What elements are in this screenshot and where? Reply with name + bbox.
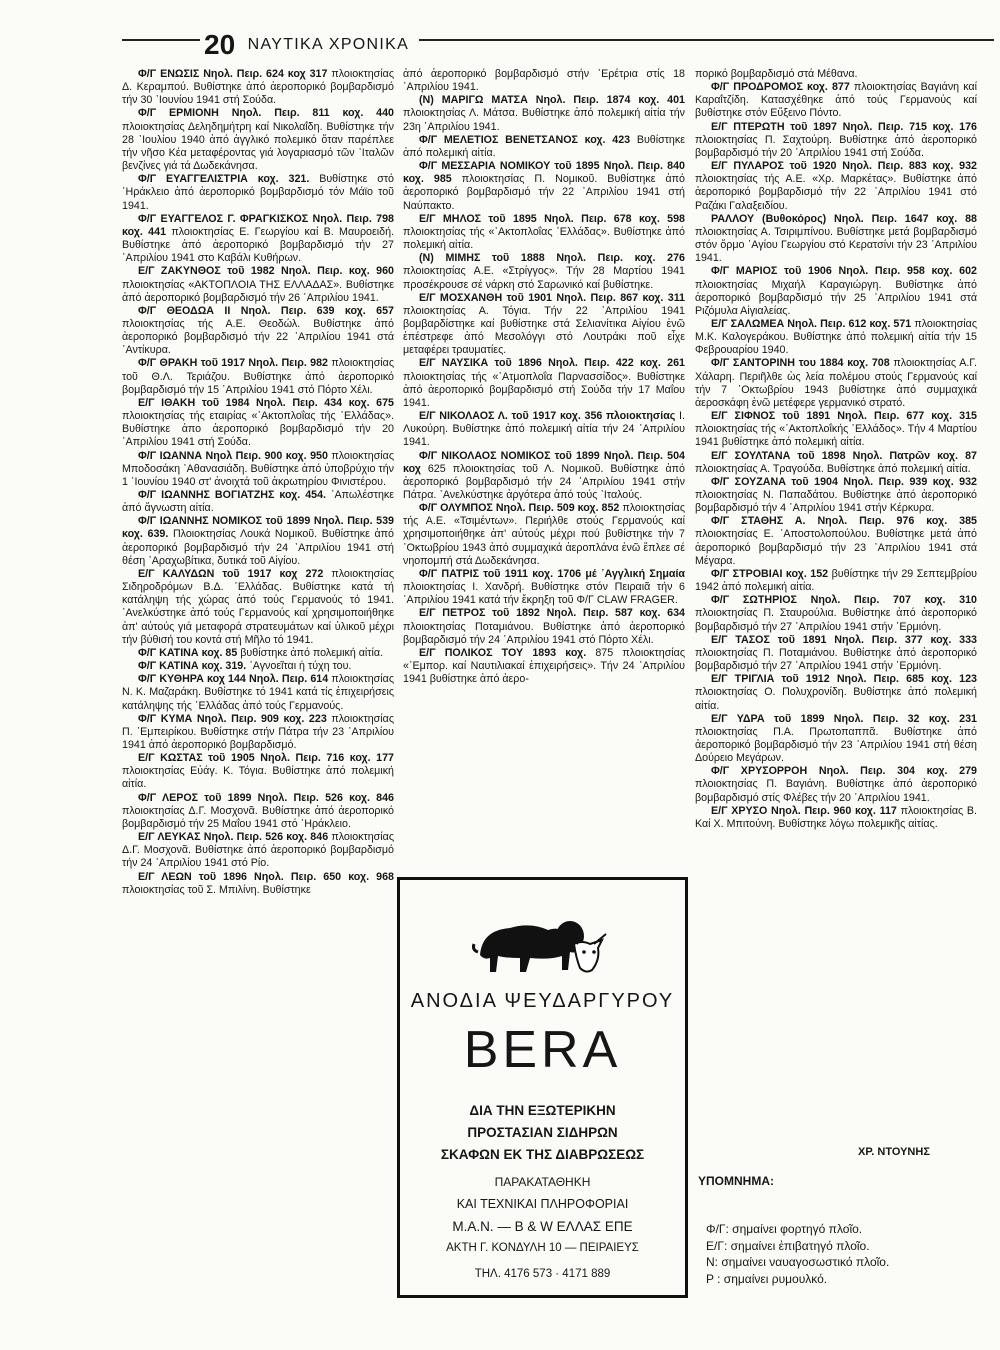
ship-description: ᾿Απωλέστηκε ἀπό ἄγνωστη αἰτία.: [122, 489, 395, 515]
ship-entry: [695, 765, 977, 804]
ship-name: Φ/Γ ΚΑΤΙΝΑ κοχ. 319.: [138, 660, 247, 673]
ship-description: πλοιοκτησίας Α. Τραγούδα. Βυθίστηκε ἀπό πολεμική αἰτία.: [695, 462, 971, 475]
ship-entry: [695, 568, 977, 594]
ship-entry: [122, 792, 394, 831]
ship-entry: [403, 252, 685, 291]
column-2: [403, 68, 685, 686]
ship-entry: [122, 647, 394, 660]
legend-item: Φ/Γ: σημαίνει φορτηγό πλοῖο.: [706, 1222, 863, 1236]
ship-description: Ι. Λυκούρη. Βυθίστηκε ἀπό πολεμική αἰτία τήν 24 ᾿Απριλίου 1941.: [403, 410, 685, 449]
ship-name: Ε/Γ ΝΙΚΟΛΑΟΣ Λ. τοῦ 1917 κοχ. 356 πλοιοκτησίας: [419, 410, 676, 423]
ship-name: Ε/Γ ΠΕΤΡΟΣ τοῦ 1892 Νηολ. Πειρ. 587 κοχ. 634: [419, 607, 685, 620]
ship-description: πλοιοκτησίας «ΑΚΤΟΠΛΟΙΑ ΤΗΣ ΕΛΛΑΔΑΣ». Βυθίστηκε ἀπό ἀεροπορικό βομβαρδισμό τήν 26 ᾿Απριλίου 1941.: [122, 278, 394, 304]
legend-title: ΥΠΟΜΝΗΜΑ:: [698, 1174, 774, 1188]
ship-entry: [403, 607, 685, 646]
ship-description: πλοιοκτησίας Βαγιάνη καί Καραΐτζίδη. Κατασχέθηκε ἀπό τούς Γερμανούς καί βυθίστηκε στόν Εὔξεινο Πόντο.: [695, 81, 977, 120]
ship-description: πλοιοκτησίας Εὐάγ. Κ. Τόγια. Βυθίστηκε ἀπό πολεμική αἰτία.: [122, 765, 394, 791]
ship-entry: [122, 450, 394, 489]
ship-entry: [695, 476, 977, 515]
ship-description: πλοιοκτησίας Δ. Κεραμπού. Βυθίστηκε ἀπό ἀεροπορικό βομβαρδισμό τήν 30 ᾿Ιουνίου 1941 στή Σούδα.: [122, 68, 394, 107]
ship-entry: [122, 305, 394, 358]
ship-description: πλοιοκτησίας Α.Ε. «Στρίγγος». Τήν 28 Μαρτίου 1941 προσέκρουσε σέ νάρκη στό Σαρωνικό καί βυθίστηκε.: [403, 265, 685, 291]
ship-description: πλοιοκτησίας Λ. Μάτσα. Βυθίστηκε ἀπό πολεμική αἰτία τήν 23η ᾿Απριλίου 1941.: [403, 107, 685, 133]
ship-name: Ε/Γ ΜΟΣΧΑΝΘΗ τοῦ 1901 Νηολ. Πειρ. 867 κοχ. 311: [419, 291, 685, 304]
ship-entry: [122, 107, 394, 173]
ship-entry: [695, 265, 977, 318]
legend-item: Ε/Γ: σημαίνει ἐπιβατηγό πλοῖο.: [706, 1238, 870, 1253]
ship-entry: [695, 318, 977, 357]
ship-name: Ε/Γ ΠΤΕΡΩΤΗ τοῦ 1897 Νηολ. Πειρ. 715 κοχ. 176: [711, 120, 977, 133]
ship-name: Φ/Γ ΣΤΑΘΗΣ Α. Νηολ. Πειρ. 976 κοχ. 385: [711, 515, 977, 528]
ship-description: πλοιοκτησίας Π. Σταυρούλια. Βυθίστηκε ἀπό ἀεροπορικό βομβαρδισμό τήν 27 ᾿Απριλίου 1941 στήν ᾿Ερμιόνη.: [695, 607, 977, 633]
ad-address: ΑΚΤΗ Γ. ΚΟΝΔΥΛΗ 10 — ΠΕΙΡΑΙΕΥΣ: [446, 1242, 639, 1254]
bera-advertisement: [397, 877, 688, 1298]
ship-entry: [122, 660, 394, 673]
ship-entry: [695, 410, 977, 449]
ship-entry: [403, 502, 685, 568]
ship-entry: [122, 713, 394, 752]
ship-name: Ε/Γ ΛΕΥΚΑΣ Νηολ. Πειρ. 526 κοχ. 846: [138, 831, 329, 844]
ship-name: Φ/Γ ΣΑΝΤΟΡΙΝΗ του 1884 κοχ. 708: [711, 357, 890, 370]
ship-description: πλοιοκτησίας Π. Ποταμιάνου. Βυθίστηκε ἀπό ἀεροπορικό βομβαρδισμό τήν 27 ᾿Απριλίου 1941 στήν ᾿Ερμιόνη.: [695, 646, 977, 673]
author-signature: ΧΡ. ΝΤΟΥΝΗΣ: [858, 1146, 930, 1158]
ship-description: πλοιοκτησίας Δ.Γ. Μοσχονᾶ. Βυθίστηκε ἀπό ἀεροπορικό βομβαρδισμό τήν 25 Μαΐου 1941 στό ῾Ηράκλειο.: [122, 804, 394, 830]
ship-description: πλοιοκτησίας τής Α.Ε. «Χρ. Μαρκέτας». Βυθίστηκε ἀπό ἀεροπορικό βομβαρδισμό τήν 22 ᾿Απριλίου 1941 στό Ραζάκι Γαλαξειδίου.: [695, 173, 977, 212]
ship-name: Ε/Γ ΤΑΣΟΣ τοῦ 1891 Νηολ. Πειρ. 377 κοχ. 333: [711, 633, 977, 646]
ad-info: ΚΑΙ ΤΕΧΝΙΚΑΙ ΠΛΗΡΟΦΟΡΙΑΙ: [456, 1197, 629, 1211]
column-3: [695, 68, 977, 831]
ship-name: Φ/Γ ΣΤΡΟΒΙΑΙ κοχ. 152: [711, 567, 829, 580]
ship-entry: [695, 450, 977, 476]
ad-tagline: ΑΝΟΔΙΑ ΨΕΥΔΑΡΓΥΡΟΥ: [410, 990, 675, 1012]
page-number: 20: [204, 29, 236, 60]
ship-entry: [403, 68, 685, 94]
lion-bull-logo-icon: [470, 900, 620, 985]
ship-entry: [122, 173, 394, 212]
ship-name: Ε/Γ ΛΕΩΝ τοῦ 1896 Νηολ. Πειρ. 650 κοχ. 968: [138, 870, 394, 883]
ad-brand: BERA: [463, 1021, 622, 1079]
ship-entry: [695, 805, 977, 831]
ship-description: πλοιοκτησίας Π. ᾿Εμπειρίκου. Βυθίστηκε στήν Πάτρα τήν 23 ᾿Απριλίου 1941 ἀπό ἀεροπορικό βομβαρδισμό.: [122, 712, 394, 751]
ship-entry: [122, 68, 394, 107]
ship-description: βυθίστηκε ἀπό πολεμική αἰτία.: [237, 646, 384, 659]
ship-description: πλοιοκτησίας τοῦ Σ. Μπιλίνη. Βυθίστηκε: [122, 883, 311, 896]
ship-description: ἀπό ἀεροπορικό βομβαρδισμό στήν ᾿Ερέτρια στίς 18 ᾿Απριλίου 1941.: [403, 68, 685, 94]
ship-entry: [403, 647, 685, 686]
ship-name: ΡΑΛΛΟΥ (Βυθοκόρος) Νηολ. Πειρ. 1647 κοχ. 88: [711, 212, 977, 225]
ship-description: πορικό βομβαρδισμό στά Μέθανα.: [695, 68, 858, 80]
ship-description: πλοιοκτησίας Π.Α. Πρωτοπαππᾶ. Βυθίστηκε ἀπό ἀεροπορικό βομβαρδισμό τήν 23 ᾿Απριλίου 1941 στή θέση Δούρειο Μεγάρων.: [695, 725, 977, 765]
ship-name: Φ/Γ ΚΥΘΗΡΑ κοχ 144 Νηολ. Πειρ. 614: [138, 673, 329, 686]
ship-entry: [403, 568, 685, 607]
ship-entry: [695, 673, 977, 712]
ship-name: Φ/Γ ΜΕΛΕΤΙΟΣ ΒΕΝΕΤΣΑΝΟΣ κοχ. 423: [419, 133, 631, 146]
ship-description: πλοιοκτησίας Δεληδημήτρη καί Νικολαΐδη. Βυθίστηκε τήν 28 ᾿Ιουλίου 1940 ἀπό ἀγγλικό πολεμικό ὅταν παρέπλεε τήν νῆσο Κέα μεταφέροντας γιά λογαριασμό τῶν ᾿Ιταλῶν βενζίνες γιά τά Δωδεκάνησα.: [122, 120, 394, 173]
ship-description: πλοιοκτησίας Α. Τσιριμπίνου. Βυθίστηκε μετά βομβαρδισμό στόν ὅρμο ᾿Αγίου Γεωργίου στό Κερατσίνι τήν 23 ᾿Απριλίου 1941.: [695, 225, 977, 265]
ship-entry: [695, 68, 977, 81]
ship-description: πλοιοκτησίας Μποδοσάκη ᾿Αθανασιάδη. Βυθίστηκε ἀπό ὑποβρύχιο τήν 1 ᾿Ιουνίου 1940 στ' ἀνοιχτά τοῦ ἀκρωτηρίου Φινιστέρου.: [122, 449, 394, 488]
legend-item: Ν: σημαίνει ναυαγοσωστικό πλοῖο.: [706, 1255, 890, 1269]
publication-title: ΝΑΥΤΙΚΑ ΧΡΟΝΙΚΑ: [247, 36, 410, 53]
ship-description: πλοιοκτησίας Α. Τόγια. Τήν 22 ᾿Απριλίου 1941 βομβαρδίστηκε καί βυθίστηκε στά Σελιανίτικα Αἰγίου ἐνῶ ἐπέστρεφε ἀπό Μεσολόγγι στό Λουτράκι ποῦ εἶχε μεταφέρει τραυματίες.: [403, 304, 685, 357]
ship-description: 625 πλοιοκτησίας τοῦ Λ. Νομικοῦ. Βυθίστηκε ἀπό ἀεροπορικό βομβαρδισμό τήν 24 ᾿Απριλίου 1941 στήν Πάτρα. ᾿Ανελκύστηκε ἀργότερα ἀπό τούς ᾿Ιταλούς.: [403, 462, 685, 501]
ship-entry: [695, 160, 977, 213]
ship-description: Βυθίστηκε ἀπό πολεμική αἰτία.: [403, 133, 685, 159]
ship-entry: [695, 213, 977, 266]
ship-name: Φ/Γ ΕΥΑΓΓΕΛΟΣ Γ. ΦΡΑΓΚΙΣΚΟΣ Νηολ. Πειρ. 798 κοχ. 441: [122, 212, 394, 238]
ship-description: πλοιοκτησίας τής «᾿Ακτοπλοΐκής ῾Ελλάδος». Τήν 4 Μαρτίου 1941 βυθίστηκε ἀπό πολεμική αἰτία.: [695, 423, 977, 449]
ship-description: πλοιοκτησίας Π. Νομικοῦ. Βυθίστηκε ἀπό ἀεροπορικό βομβαρδισμό τήν 22 ᾿Απριλίου 1941 στή Ναύπακτο.: [403, 173, 685, 212]
ship-entry: [122, 515, 394, 568]
ship-entry: [122, 265, 394, 304]
ship-entry: [122, 213, 394, 266]
ship-entry: [122, 752, 394, 791]
ship-description: πλοιοκτησίας Μιχαήλ Καραγιώργη. Βυθίστηκε ἀπό ἀεροπορικό βομβαρδισμό τήν 25 ᾿Απριλίου 1941 στά Ριζόμυλα Αἰγιαλείας.: [695, 278, 977, 317]
ad-line-3: ΣΚΑΦΩΝ ΕΚ ΤΗΣ ΔΙΑΒΡΩΣΕΩΣ: [440, 1147, 645, 1162]
ship-description: πλοιοκτησίας Ο. Πολυχρονίδη. Βυθίστηκε ἀπό πολεμική αἰτία.: [695, 686, 977, 712]
ship-name: Φ/Γ ΜΕΣΣΑΡΙΑ ΝΟΜΙΚΟΥ τοῦ 1895 Νηολ. Πειρ. 840 κοχ. 985: [403, 160, 685, 186]
ship-description: πλοιοκτησίας Ποταμιάνου. Βυθίστηκε ἀπό ἀεροπορικό βομβαρδισμό τήν 24 ᾿Απριλίου 1941 στό Πόρτο Χέλι.: [403, 620, 685, 646]
ship-name: Ε/Γ ΠΟΛΙΚΟΣ ΤΟΥ 1893 κοχ.: [419, 646, 587, 659]
ship-entry: [403, 94, 685, 133]
ship-entry: [695, 594, 977, 633]
ship-description: πλοιοκτησίας Π. Βαγιάνη. Βυθίστηκε ἀπό ἀεροπορικό βομβαρδισμό στίς Φλέβες τήν 20 ᾿Απριλίου 1941.: [695, 778, 977, 804]
ship-description: πλοιοκτησίας Σιδηροδρόμων Β.Δ. ῾Ελλάδας. Βυθίστηκε κατά τή κατάληψη τής χώρας ἀπό τούς Γερμανούς τό 1941. ᾿Ανελκύστηκε ἀπό τούς Γερμανούς καί χρησιμοποιήθηκε ἀπ' αὐτούς γιά μεταφορά στρατευμάτων καί ὑλικοῦ μέχρι τήν βύθισή του κοντά στή Μῆλο τό 1941.: [122, 567, 394, 646]
ship-name: Ε/Γ ΧΡΥΣΟ Νηολ. Πειρ. 960 κοχ. 117: [711, 804, 897, 817]
ship-description: πλοιοκτησίας τής «᾿Ακτοπλοΐας ῾Ελλάδας». Βυθίστηκε ἀπό πολεμική αἰτία.: [403, 225, 685, 252]
ship-name: Ε/Γ ΖΑΚΥΝΘΟΣ τοῦ 1982 Νηολ. Πειρ. κοχ. 960: [138, 265, 394, 278]
ship-name: Φ/Γ ΠΡΟΔΡΟΜΟΣ κοχ. 877: [711, 81, 850, 94]
ship-description: πλοιοκτησίας Ε. ᾿Αποστολοπούλου. Βυθίστηκε μετά ἀπό ἀεροπορικό βομβαρδισμό τήν 23 ᾿Απριλίου 1941 στά Μέγαρα.: [695, 528, 977, 567]
ship-entry: [695, 713, 977, 766]
ship-description: πλοιοκτησίας Ι. Χανδρή. Βυθίστηκε στόν Πειραιᾶ τήν 6 ᾿Απριλίου 1941 κατά τήν ἔκρηξη τοῦ Φ/Γ CLAW FRAGER.: [403, 581, 685, 607]
ship-name: Φ/Γ ΟΛΥΜΠΟΣ Νηολ. Πειρ. 509 κοχ. 852: [419, 502, 620, 515]
ship-name: Ε/Γ ΣΙΦΝΟΣ τοῦ 1891 Νηολ. Πειρ. 677 κοχ. 315: [711, 410, 977, 423]
ship-name: Ε/Γ ΜΗΛΟΣ τοῦ 1895 Νηολ. Πειρ. 678 κοχ. 598: [419, 212, 685, 225]
ship-entry: [403, 410, 685, 449]
ship-entry: [695, 121, 977, 160]
column-1: [122, 68, 394, 897]
ship-description: ᾿Αγνοεῖται ἡ τύχη του.: [246, 660, 352, 673]
ship-description: πλοιοκτησίας Β. Καί Χ. Μπιτούνη. Βυθίστηκε λόγω πολεμικῆς αἰτίας.: [695, 804, 977, 830]
ship-description: πλοιοκτησίας Ν. Κ. Μαζαράκη. Βυθίστηκε τό 1941 κατά τίς ἐπιχειρήσεις κατάληψης τής ῾Ελλάδας ἀπό τούς Γερμανούς.: [122, 673, 394, 712]
ship-entry: [403, 450, 685, 503]
ad-line-1: ΔΙΑ ΤΗΝ ΕΞΩΤΕΡΙΚΗΝ: [469, 1103, 616, 1118]
ship-name: Φ/Γ ΜΑΡΙΟΣ τοῦ 1906 Νηολ. Πειρ. 958 κοχ. 602: [711, 265, 977, 278]
ship-name: Ε/Γ ΝΑΥΣΙΚΑ τοῦ 1896 Νηολ. Πειρ. 422 κοχ. 261: [419, 357, 685, 370]
ship-description: πλοιοκτησίας τής «᾿Ατμοπλοΐα Παρνασσίδος». Βυθίστηκε ἀπό ἀεροπορικό βομβαρδισμό στή Σούδα τήν 17 Μαΐου 1941.: [403, 370, 685, 409]
ship-entry: [403, 160, 685, 213]
ship-entry: [403, 357, 685, 410]
ship-entry: [122, 871, 394, 897]
ship-description: πλοιοκτησίας Μ.Κ. Καλογεράκου. Βυθίστηκε ἀπό πολεμική αἰτία τήν 15 Φεβρουαρίου 1940.: [695, 317, 977, 357]
ship-entry: [122, 673, 394, 712]
ship-name: Φ/Γ ΙΩΑΝΝΑ Νηολ Πειρ. 900 κοχ. 950: [138, 449, 328, 462]
ship-description: Πλοιοκτησίας Λουκά Νομικοῦ. Βυθίστηκε ἀπό ἀεροπορικό βομβαρδισμό τήν 24 ᾿Απριλίου 1941 στή θέση ᾿Αραχωβίτικα, δυτικά τοῦ Αἰγίου.: [122, 528, 395, 567]
ship-description: πλοιοκτησίας Π. Σαχτούρη. Βυθίστηκε ἀπό ἀεροπορικό βομβαρδισμό τήν 20 ᾿Απριλίου 1941 στή Σούδα.: [695, 133, 977, 159]
ship-entry: [695, 634, 977, 673]
ship-name: (Ν) ΜΑΡΙΓΩ ΜΑΤΣΑ Νηολ. Πειρ. 1874 κοχ. 401: [419, 94, 685, 107]
ship-name: Φ/Γ ΘΡΑΚΗ τοῦ 1917 Νηολ. Πειρ. 982: [138, 357, 328, 370]
ship-name: Ε/Γ ΠΥΛΑΡΟΣ τοῦ 1920 Νηολ. Πειρ. 883 κοχ. 932: [711, 160, 977, 173]
ship-description: πλοιοκτησίας τής εταιρίας «᾿Ακτοπλοΐας τής ῾Ελλάδας». Βυθίστηκε ἀπο ἀεροπορικό βομβαρδισμό τήν 20 ᾿Απριλίου 1941 στή Σούδα.: [122, 410, 394, 449]
ship-name: Ε/Γ ΙΘΑΚΗ τοῦ 1984 Νηολ. Πειρ. 434 κοχ. 675: [138, 396, 394, 409]
ship-entry: [403, 134, 685, 160]
ship-name: Ε/Γ ΥΔΡΑ τοῦ 1899 Νηολ. Πειρ. 32 κοχ. 231: [711, 712, 977, 725]
ad-phone: ΤΗΛ. 4176 573 · 4171 889: [474, 1268, 611, 1280]
ship-name: (Ν) ΜΙΜΗΣ τοῦ 1888 Νηολ. Πειρ. κοχ. 276: [419, 252, 685, 265]
ad-deposit: ΠΑΡΑΚΑΤΑΘΗΚΗ: [494, 1175, 591, 1189]
ship-entry: [695, 81, 977, 120]
ship-name: Φ/Γ ΚΑΤΙΝΑ κοχ. 85: [138, 646, 238, 659]
ship-description: βυθίστηκε τήν 29 Σεπτεμβρίου 1942 ἀπό πολεμική αἰτία.: [695, 567, 977, 594]
ship-description: πλοιοκτησίας τής Α.Ε. Θεοδώλ. Βυθίστηκε ἀπό ἀεροπορικό βομβαρδισμό τήν 22 ᾿Απριλίου 1941 στά ᾿Αντίκυρα.: [122, 317, 394, 357]
ship-description: πλοιοκτησίας τής Α.Ε. «Τσιμέντων». Περιήλθε στούς Γερμανούς καί χρησιμοποιήθηκε ἀπ' αὐτούς μέχρι πού βυθίστηκε τήν 7 ᾿Οκτωβρίου 1943 ἀπό συμμαχικά ἀεροπλάνα ἐνῶ ἔπλεε σέ νηοπομπή στά Δωδεκάνησα.: [403, 502, 685, 567]
ship-entry: [695, 515, 977, 568]
ship-description: πλοιοκτησίας Δ.Γ. Μοσχονᾶ. Βυθίστηκε ἀπό ἀεροπορικό βομβαρδισμό τήν 24 ᾿Απριλίου 1941 στό Ρίο.: [122, 831, 394, 870]
ship-entry: [403, 292, 685, 358]
ship-name: Φ/Γ ΧΡΥΣΟΡΡΟΗ Νηολ. Πειρ. 304 κοχ. 279: [711, 765, 977, 778]
ship-name: Φ/Γ ΚΥΜΑ Νηολ. Πειρ. 909 κοχ. 223: [138, 712, 327, 725]
ship-name: Φ/Γ ΣΩΤΗΡΙΟΣ Νηολ. Πειρ. 707 κοχ. 310: [711, 594, 977, 607]
ship-entry: [695, 357, 977, 410]
ship-name: Φ/Γ ΘΕΟΔΩΑ ΙΙ Νηολ. Πειρ. 639 κοχ. 657: [138, 304, 394, 317]
ship-name: Φ/Γ ΛΕΡΟΣ τοῦ 1899 Νηολ. Πειρ. 526 κοχ. 846: [138, 791, 394, 804]
ship-entry: [122, 831, 394, 870]
ship-description: πλοιοκτησίας Ε. Γεωργίου καί Β. Μαυροειδή. Βυθίστηκε ἀπό ἀεροπορικό βομβαρδισμό τήν 27 ᾿Απριλίου 1941 στο Καβάλι Κυθήρων.: [122, 225, 394, 265]
ship-name: Φ/Γ ΠΑΤΡΙΣ τοῦ 1911 κοχ. 1706 μέ ᾿Αγγλική Σημαία: [419, 567, 685, 580]
ship-name: Ε/Γ ΚΑΛΥΔΩΝ τοῦ 1917 κοχ 272: [138, 567, 324, 580]
ship-description: πλοιοκτησίας Α.Γ. Χάλαρη. Περιῆλθε ὡς λεία πολέμου στούς Γερμανούς καί τήν 7 ᾿Οκτωβρίου 1943 βυθίστηκε ἀπό συμμαχικά ἀεροσκάφη ἐνῶ μετέφερε γερμανικό στρατό.: [695, 357, 977, 409]
ship-description: πλοιοκτησίας Ν. Παπαδάτου. Βυθίστηκε ἀπό ἀεροπορικό βομβαρδισμό τήν 4 ᾿Απριλίου 1941 στήν Κέρκυρα.: [695, 489, 977, 515]
ship-name: Φ/Γ ΕΝΩΣΙΣ Νηολ. Πειρ. 624 κοχ 317: [138, 68, 328, 80]
ship-description: Βυθίστηκε στό ῾Ηράκλειο ἀπό ἀεροπορικό βομβαρδισμό τόν Μάϊο τοῦ 1941.: [122, 173, 394, 212]
ship-entry: [122, 489, 394, 515]
ship-name: Φ/Γ ΕΥΑΓΓΕΛΙΣΤΡΙΑ κοχ. 321.: [138, 173, 310, 186]
page-header: [122, 30, 994, 64]
ship-name: Ε/Γ ΤΡΙΓΛΙΑ τοῦ 1912 Νηολ. Πειρ. 685 κοχ. 123: [711, 673, 977, 686]
ship-entry: [122, 568, 394, 647]
ship-name: Φ/Γ ΝΙΚΟΛΑΟΣ ΝΟΜΙΚΟΣ τοῦ 1899 Νηολ. Πειρ. 504 κοχ: [403, 449, 685, 475]
ship-entry: [122, 357, 394, 396]
ship-name: Φ/Γ ΕΡΜΙΟΝΗ Νηολ. Πειρ. 811 κοχ. 440: [138, 107, 394, 120]
ship-entry: [403, 213, 685, 252]
ship-name: Φ/Γ ΙΩΑΝΝΗΣ ΒΟΓΙΑΤΖΗΣ κοχ. 454.: [138, 489, 326, 501]
ship-description: 875 πλοιοκτησίας «᾿Εμπορ. καί Ναυτιλιακαί ἐπιχειρήσεις». Τήν 24 ᾿Απριλίου 1941 βυθίστηκε ἀπό ἀερο-: [403, 646, 685, 686]
ship-description: πλοιοκτησίας τοῦ Θ.Λ. Τεριάζου. Βυθίστηκε ἀπό ἀεροπορικό βομβαρδισμό τήν 15 ᾿Απριλίου 1941 στό Πόρτο Χέλι.: [122, 357, 394, 396]
ship-name: Ε/Γ ΣΟΥΛΤΑΝΑ τοῦ 1898 Νηολ. Πατρῶν κοχ. 87: [711, 449, 977, 462]
ship-name: Φ/Γ ΙΩΑΝΝΗΣ ΝΟΜΙΚΟΣ τοῦ 1899 Νηολ. Πειρ. 539 κοχ. 639.: [122, 515, 394, 541]
ship-name: Ε/Γ ΣΑΛΩΜΕΑ Νηολ. Πειρ. 612 κοχ. 571: [711, 317, 912, 330]
ad-line-2: ΠΡΟΣΤΑΣΙΑΝ ΣΙΔΗΡΩΝ: [467, 1125, 618, 1140]
ship-entry: [122, 397, 394, 450]
legend-item: Ρ : σημαίνει ρυμουλκό.: [706, 1271, 828, 1286]
ad-company: Μ.Α.Ν. — Β & W ΕΛΛΑΣ ΕΠΕ: [452, 1219, 633, 1234]
ship-name: Ε/Γ ΚΩΣΤΑΣ τοῦ 1905 Νηολ. Πειρ. 716 κοχ. 177: [138, 752, 394, 765]
legend: [706, 1221, 889, 1287]
ship-name: Φ/Γ ΣΟΥΖΑΝΑ τοῦ 1904 Νηολ. Πειρ. 939 κοχ. 932: [711, 475, 977, 488]
